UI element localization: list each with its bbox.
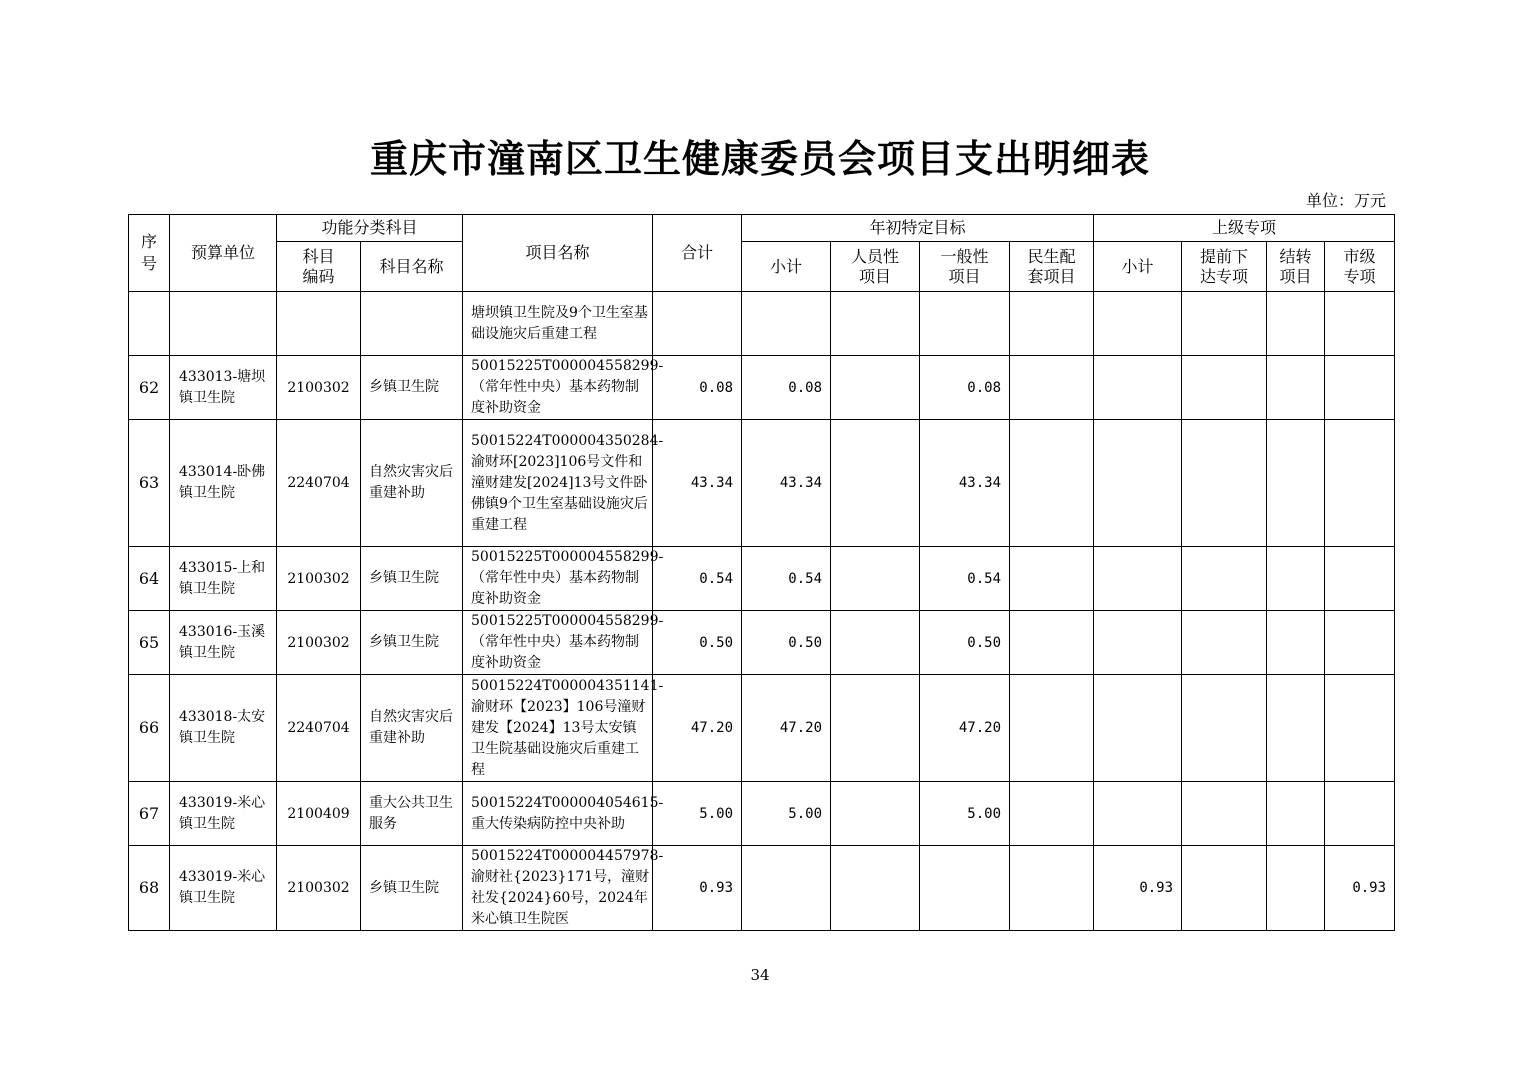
cell-personnel (831, 292, 920, 356)
cell-seq (129, 292, 170, 356)
cell-sup-subtotal (1094, 547, 1182, 611)
cell-unit: 433016-玉溪镇卫生院 (170, 611, 277, 675)
header-subtotal: 小计 (742, 242, 831, 292)
cell-advance (1182, 420, 1267, 547)
header-city: 市级专项 (1325, 242, 1395, 292)
cell-city (1325, 675, 1395, 782)
cell-code (277, 292, 361, 356)
cell-personnel (831, 846, 920, 931)
unit-label: 单位：万元 (1305, 191, 1386, 210)
cell-unit: 433015-上和镇卫生院 (170, 547, 277, 611)
cell-carryover (1267, 611, 1325, 675)
header-carryover: 结转项目 (1267, 242, 1325, 292)
cell-unit: 433013-塘坝镇卫生院 (170, 356, 277, 420)
cell-advance (1182, 675, 1267, 782)
cell-carryover (1267, 782, 1325, 846)
cell-city (1325, 782, 1395, 846)
table-row (129, 420, 1395, 547)
cell-advance (1182, 611, 1267, 675)
cell-livelihood (1010, 782, 1094, 846)
cell-subject (361, 292, 463, 356)
cell-livelihood (1010, 675, 1094, 782)
cell-subject: 重大公共卫生服务 (361, 782, 463, 846)
cell-general: 43.34 (920, 420, 1010, 547)
cell-subject: 乡镇卫生院 (361, 356, 463, 420)
cell-city: 0.93 (1325, 846, 1395, 931)
table-row (129, 846, 1395, 931)
page-title: 重庆市潼南区卫生健康委员会项目支出明细表 (369, 136, 1150, 181)
cell-seq: 64 (129, 547, 170, 611)
cell-carryover (1267, 846, 1325, 931)
cell-carryover (1267, 675, 1325, 782)
cell-subtotal: 43.34 (742, 420, 831, 547)
header-project-name: 项目名称 (463, 215, 653, 292)
cell-unit: 433018-太安镇卫生院 (170, 675, 277, 782)
header-general: 一般性项目 (920, 242, 1010, 292)
cell-total: 0.50 (653, 611, 742, 675)
cell-subtotal: 0.54 (742, 547, 831, 611)
cell-seq: 62 (129, 356, 170, 420)
cell-unit: 433014-卧佛镇卫生院 (170, 420, 277, 547)
cell-personnel (831, 782, 920, 846)
cell-unit: 433019-米心镇卫生院 (170, 846, 277, 931)
cell-total: 43.34 (653, 420, 742, 547)
cell-livelihood (1010, 420, 1094, 547)
cell-subtotal (742, 292, 831, 356)
cell-subject: 自然灾害灾后重建补助 (361, 420, 463, 547)
cell-unit: 433019-米心镇卫生院 (170, 782, 277, 846)
cell-sup-subtotal (1094, 782, 1182, 846)
cell-personnel (831, 675, 920, 782)
cell-personnel (831, 547, 920, 611)
cell-project: 50015224T000004350284-渝财环[2023]106号文件和潼财建发[2024]13号文件卧佛镇9个卫生室基础设施灾后重建工程 (463, 420, 653, 547)
header-func-class: 功能分类科目 (277, 215, 463, 242)
table-row (129, 292, 1395, 356)
cell-general (920, 292, 1010, 356)
cell-sup-subtotal (1094, 675, 1182, 782)
cell-total: 0.08 (653, 356, 742, 420)
cell-livelihood (1010, 846, 1094, 931)
cell-carryover (1267, 547, 1325, 611)
header-advance: 提前下达专项 (1182, 242, 1267, 292)
cell-code: 2240704 (277, 675, 361, 782)
page-number: 34 (750, 966, 770, 984)
cell-code: 2100302 (277, 356, 361, 420)
cell-sup-subtotal (1094, 356, 1182, 420)
cell-livelihood (1010, 356, 1094, 420)
cell-city (1325, 547, 1395, 611)
cell-subtotal (742, 846, 831, 931)
cell-unit (170, 292, 277, 356)
cell-seq: 65 (129, 611, 170, 675)
cell-personnel (831, 356, 920, 420)
table-row (129, 611, 1395, 675)
cell-total (653, 292, 742, 356)
cell-subtotal: 0.50 (742, 611, 831, 675)
cell-carryover (1267, 356, 1325, 420)
header-subject-name: 科目名称 (361, 242, 463, 292)
cell-seq: 68 (129, 846, 170, 931)
cell-livelihood (1010, 292, 1094, 356)
cell-carryover (1267, 420, 1325, 547)
cell-city (1325, 292, 1395, 356)
cell-seq: 67 (129, 782, 170, 846)
cell-advance (1182, 547, 1267, 611)
header-seq: 序号 (129, 215, 170, 292)
table-body (129, 292, 1395, 931)
cell-project: 50015224T000004457978-渝财社{2023}171号，潼财社发{2024}60号，2024年米心镇卫生院医 (463, 846, 653, 931)
cell-total: 5.00 (653, 782, 742, 846)
cell-city (1325, 420, 1395, 547)
cell-livelihood (1010, 611, 1094, 675)
header-livelihood: 民生配套项目 (1010, 242, 1094, 292)
cell-general (920, 846, 1010, 931)
cell-code: 2100409 (277, 782, 361, 846)
header-unit: 预算单位 (170, 215, 277, 292)
cell-livelihood (1010, 547, 1094, 611)
cell-sup-subtotal: 0.93 (1094, 846, 1182, 931)
cell-total: 0.93 (653, 846, 742, 931)
table-row (129, 547, 1395, 611)
header-total: 合计 (653, 215, 742, 292)
cell-code: 2100302 (277, 846, 361, 931)
header-subject-code: 科目编码 (277, 242, 361, 292)
cell-subject: 乡镇卫生院 (361, 611, 463, 675)
cell-subtotal: 47.20 (742, 675, 831, 782)
cell-project: 50015224T000004351141-渝财环【2023】106号潼财建发【2024】13号太安镇卫生院基础设施灾后重建工程 (463, 675, 653, 782)
cell-advance (1182, 846, 1267, 931)
table-header (129, 215, 1395, 292)
cell-code: 2100302 (277, 611, 361, 675)
table-row (129, 782, 1395, 846)
cell-sup-subtotal (1094, 420, 1182, 547)
cell-city (1325, 611, 1395, 675)
cell-total: 0.54 (653, 547, 742, 611)
cell-code: 2100302 (277, 547, 361, 611)
header-personnel: 人员性项目 (831, 242, 920, 292)
cell-seq: 63 (129, 420, 170, 547)
cell-sup-subtotal (1094, 292, 1182, 356)
cell-general: 47.20 (920, 675, 1010, 782)
header-sup-subtotal: 小计 (1094, 242, 1182, 292)
cell-subject: 乡镇卫生院 (361, 846, 463, 931)
header-superior: 上级专项 (1094, 215, 1395, 242)
cell-subject: 自然灾害灾后重建补助 (361, 675, 463, 782)
cell-project: 50015225T000004558299-（常年性中央）基本药物制度补助资金 (463, 611, 653, 675)
cell-project: 塘坝镇卫生院及9个卫生室基础设施灾后重建工程 (463, 292, 653, 356)
header-annual-target: 年初特定目标 (742, 215, 1094, 242)
table-row (129, 356, 1395, 420)
cell-code: 2240704 (277, 420, 361, 547)
cell-general: 0.54 (920, 547, 1010, 611)
cell-project: 50015224T000004054615-重大传染病防控中央补助 (463, 782, 653, 846)
cell-project: 50015225T000004558299-（常年性中央）基本药物制度补助资金 (463, 547, 653, 611)
cell-sup-subtotal (1094, 611, 1182, 675)
cell-general: 5.00 (920, 782, 1010, 846)
cell-seq: 66 (129, 675, 170, 782)
cell-advance (1182, 292, 1267, 356)
cell-advance (1182, 356, 1267, 420)
cell-personnel (831, 420, 920, 547)
cell-subject: 乡镇卫生院 (361, 547, 463, 611)
cell-project: 50015225T000004558299-（常年性中央）基本药物制度补助资金 (463, 356, 653, 420)
cell-subtotal: 0.08 (742, 356, 831, 420)
table-row (129, 675, 1395, 782)
cell-city (1325, 356, 1395, 420)
cell-general: 0.08 (920, 356, 1010, 420)
expense-table (128, 214, 1395, 931)
cell-total: 47.20 (653, 675, 742, 782)
cell-advance (1182, 782, 1267, 846)
cell-personnel (831, 611, 920, 675)
cell-general: 0.50 (920, 611, 1010, 675)
cell-carryover (1267, 292, 1325, 356)
cell-subtotal: 5.00 (742, 782, 831, 846)
